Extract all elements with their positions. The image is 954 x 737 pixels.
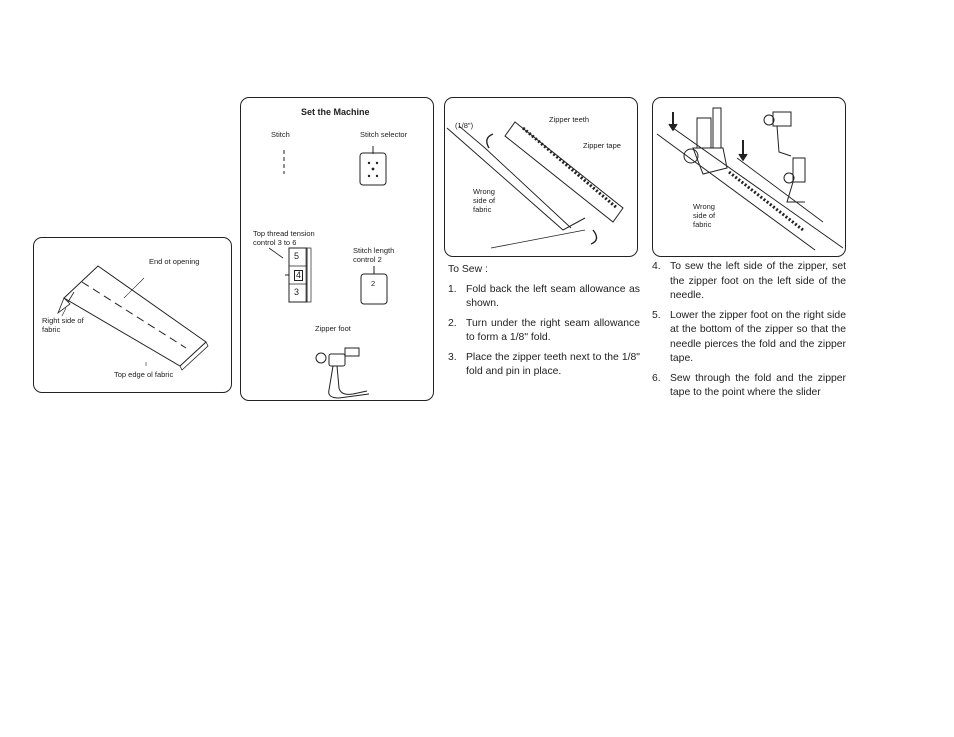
- wrong-side-label: Wrong side of fabric: [693, 202, 716, 229]
- step-1: 1. Fold back the left seam allowance as shown.: [448, 283, 640, 309]
- wrong-side-label: Wrong side of fabric: [473, 187, 496, 214]
- sewing-zipper-panel: [652, 97, 846, 257]
- sewing-drawing: [653, 98, 847, 258]
- zipper-placement-drawing: [445, 98, 639, 258]
- zipper-foot-icon: [764, 112, 805, 202]
- right-side-label: Right side of fabric: [42, 316, 84, 334]
- step-5: 5. Lower the zipper foot on the right side at the bottom of the zipper so that the needle pierces the fold and the zipper tape.: [652, 309, 846, 364]
- step-6: 6. Sew through the fold and the zipper tape to the point where the slider: [652, 372, 846, 398]
- fold-label: (1/8"): [455, 121, 474, 130]
- stitch-selector-label: Stitch selector: [360, 130, 408, 139]
- to-sew-heading: To Sew :: [448, 264, 488, 275]
- zipper-teeth-label: Zipper teeth: [549, 115, 590, 124]
- fabric-illustration-panel: [33, 237, 232, 393]
- stitch-length-value: 2: [371, 279, 376, 288]
- top-edge-label: Top edge ol fabric: [114, 370, 174, 379]
- step-2: 2. Turn under the right seam allowance to form a 1/8" fold.: [448, 317, 640, 343]
- step-3: 3. Place the zipper teeth next to the 1/8" fold and pin in place.: [448, 351, 640, 377]
- tension-dial-4: 4: [296, 270, 302, 280]
- zipper-foot-label: Zipper foot: [315, 324, 351, 333]
- step-4: 4. To sew the left side of the zipper, set the zipper foot on the left side of the needle.: [652, 261, 846, 301]
- zipper-tape-label: Zipper tape: [583, 141, 621, 150]
- tension-dial-3: 3: [294, 287, 300, 297]
- stitch-label: Stitch: [271, 130, 290, 139]
- zipper-foot-icon: [316, 348, 369, 398]
- zipper-placement-panel: [444, 97, 638, 257]
- tension-dial-5: 5: [294, 251, 300, 261]
- machine-settings-panel: [240, 97, 434, 401]
- instructions-left: [448, 263, 640, 385]
- tension-label: Top thread tension control 3 to 6: [253, 229, 315, 247]
- stitch-length-label: Stitch length control 2: [353, 246, 395, 264]
- panel-title: Set the Machine: [301, 107, 370, 117]
- instructions-right: [652, 260, 846, 406]
- end-of-opening-label: End ot opening: [149, 257, 200, 266]
- presser-foot-icon: [684, 108, 727, 174]
